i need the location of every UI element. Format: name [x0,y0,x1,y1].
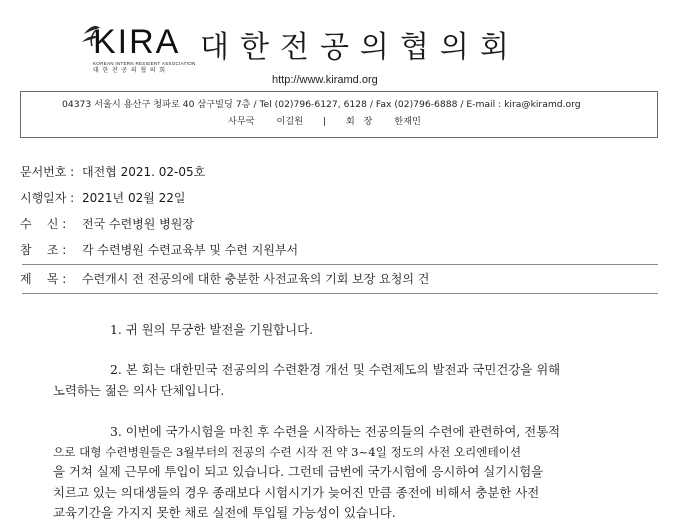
paragraph-3-line-3: 을 거쳐 실제 근무에 투입이 되고 있습니다. 그런데 금번에 국가시험에 응시하여 실기시험을 [53,464,544,479]
doc-number-value: 대전협 2021. 02-05호 [82,165,206,179]
paragraph-3-line-5: 교육기간을 가지지 못한 채로 실전에 투입될 가능성이 있습니다. [53,505,396,520]
doc-number-label: 문서번호 : [20,165,75,179]
secretariat-name: 이길원 [276,116,304,127]
organization-title: 대한전공의협의회 [200,30,520,65]
staff-line [228,116,421,128]
logo-korean-name: 대 한 전 공 의 협 의 회 [93,68,167,74]
subject-value: 수련개시 전 전공의에 대한 충분한 사전교육의 기회 보장 요청의 건 [82,272,430,286]
subject-top-rule [22,264,658,265]
date-value: 2021년 02월 22일 [82,191,186,205]
date-field [20,190,185,206]
paragraph-3-line-1: 3. 이번에 국가시험을 마친 후 수련을 시작하는 전공의들의 수련에 관련하여, 전통적 [110,424,561,439]
logo-wordmark: KIRA [93,23,181,61]
subject-label: 제 목 : [20,272,67,286]
paragraph-3-line-4: 치르고 있는 의대생들의 경우 종래보다 시험시기가 늦어진 만큼 종전에 비해서 충분한 사전 [53,485,540,500]
logo-subtitle: KOREAN INTERN RESIDENT ASSOCIATION [93,61,196,66]
president-label: 회 장 [345,116,373,127]
paragraph-2-line-2: 노력하는 젊은 의사 단체입니다. [53,383,225,398]
address-line: 04373 서울시 용산구 청파로 40 삼구빌딩 7층 / Tel (02)796-6127, 6128 / Fax (02)796-6888 / E-mail : kira@kiramd.org [62,99,581,110]
secretariat-label: 사무국 [228,116,255,127]
recipient-field [20,216,194,232]
date-label: 시행일자 : [20,191,75,205]
doc-number-field [20,164,205,180]
paragraph-3-line-2: 으로 대형 수련병원들은 3월부터의 전공의 수련 시작 전 약 3~4일 정도의 사전 오리엔테이션 [53,445,522,459]
subject-field [20,271,429,287]
recipient-label: 수 신 : [20,217,67,231]
reference-label: 참 조 : [20,243,67,257]
president-name: 한재민 [394,116,421,127]
paragraph-1: 1. 귀 원의 무궁한 발전을 기원합니다. [110,322,314,337]
subject-bottom-rule [22,293,658,294]
staff-separator: | [322,116,327,127]
paragraph-2-line-1: 2. 본 회는 대한민국 전공의의 수련환경 개선 및 수련제도의 발전과 국민건강을 위해 [110,362,561,377]
recipient-value: 전국 수련병원 병원장 [82,217,194,231]
reference-value: 각 수련병원 수련교육부 및 수련 지원부서 [82,243,299,257]
reference-field [20,242,298,258]
organization-url[interactable]: http://www.kiramd.org [272,74,378,86]
